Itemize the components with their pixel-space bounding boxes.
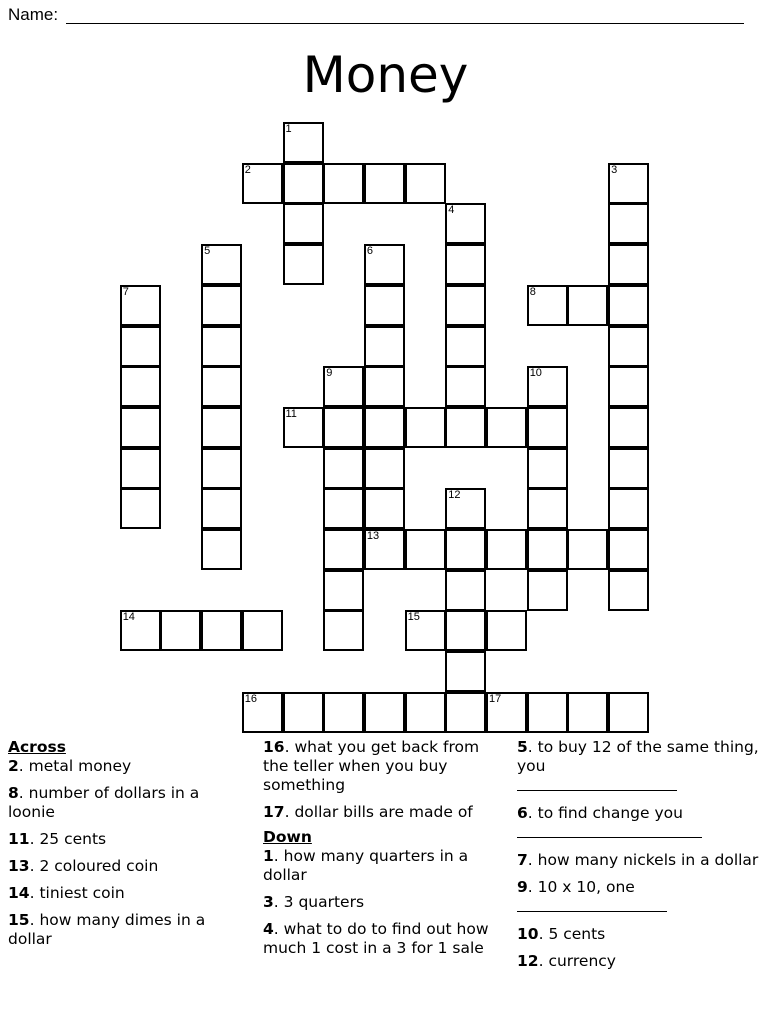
grid-cell[interactable] [283, 122, 324, 163]
name-label: Name: [8, 5, 59, 24]
clue-text: tiniest coin [39, 884, 125, 902]
grid-cell[interactable] [608, 570, 649, 611]
grid-cell[interactable] [567, 285, 608, 326]
clue-number: 13 [366, 530, 380, 542]
clue-num: 17 [263, 803, 285, 821]
grid-cell[interactable] [445, 651, 486, 692]
grid-cell[interactable] [323, 570, 364, 611]
grid-cell[interactable] [445, 244, 486, 285]
clue-number: 12 [448, 489, 461, 502]
clue-column-2 [263, 738, 508, 966]
clue-num: 2 [8, 757, 19, 775]
grid-cell[interactable] [527, 570, 568, 611]
clue-item: 4. what to do to find out how much 1 cost in a 3 for 1 sale [263, 920, 489, 957]
grid-cell[interactable] [567, 529, 608, 570]
clue-num: 11 [8, 830, 30, 848]
clue-text: dollar bills are made of [294, 803, 473, 821]
grid-cell[interactable] [120, 366, 161, 407]
grid-cell[interactable] [445, 366, 486, 407]
clue-number: 8 [529, 285, 536, 298]
grid-cell[interactable] [323, 163, 364, 204]
clue-item: 3. 3 quarters [263, 893, 365, 911]
clue-number: 17 [489, 692, 502, 705]
grid-cell[interactable] [486, 692, 527, 733]
clue-text: currency [548, 952, 616, 970]
grid-cell[interactable] [527, 488, 568, 529]
grid-cell[interactable] [608, 488, 649, 529]
answer-blank[interactable] [517, 823, 702, 838]
grid-cell[interactable] [323, 610, 364, 651]
clue-number: 1 [285, 123, 292, 135]
grid-cell[interactable] [445, 203, 486, 244]
clue-text: to find change you [537, 804, 683, 822]
grid-cell[interactable] [201, 244, 242, 285]
clue-text: 10 x 10, one [537, 878, 635, 896]
grid-cell[interactable] [527, 366, 568, 407]
clue-item: 16. what you get back from the teller when you buy something [263, 738, 480, 794]
grid-cell[interactable] [608, 407, 649, 448]
clue-number: 11 [285, 407, 297, 420]
clue-text: what to do to find out how much 1 cost in a 3 for 1 sale [263, 920, 489, 957]
clue-text: 2 coloured coin [39, 857, 159, 875]
grid-cell[interactable] [608, 692, 649, 733]
clue-num: 5 [517, 738, 528, 756]
clue-num: 13 [8, 857, 30, 875]
grid-cell[interactable] [283, 244, 324, 285]
grid-cell[interactable] [283, 407, 324, 448]
grid-cell[interactable] [608, 326, 649, 367]
clue-item: 12. currency [517, 952, 616, 970]
clue-text: metal money [28, 757, 132, 775]
grid-cell[interactable] [201, 366, 242, 407]
answer-blank[interactable] [517, 897, 667, 912]
clue-item: 7. how many nickels in a dollar [517, 851, 759, 869]
answer-blank[interactable] [517, 776, 677, 791]
grid-cell[interactable] [201, 488, 242, 529]
clue-num: 10 [517, 925, 539, 943]
grid-cell[interactable] [323, 448, 364, 489]
clue-number: 5 [204, 245, 211, 258]
clue-number: 9 [326, 367, 333, 380]
grid-cell[interactable] [242, 692, 283, 733]
grid-cell[interactable] [608, 285, 649, 326]
clue-text: what you get back from the teller when you buy something [263, 738, 480, 794]
grid-cell[interactable] [527, 407, 568, 448]
grid-cell[interactable] [608, 244, 649, 285]
grid-cell[interactable] [283, 203, 324, 244]
grid-cell[interactable] [364, 326, 405, 367]
grid-cell[interactable] [364, 407, 405, 448]
clue-item: 17. dollar bills are made of [263, 803, 473, 821]
clue-item: 15. how many dimes in a dollar [8, 911, 206, 948]
grid-cell[interactable] [323, 366, 364, 407]
grid-cell[interactable] [405, 163, 446, 204]
grid-cell[interactable] [608, 529, 649, 570]
grid-cell[interactable] [242, 163, 283, 204]
grid-cell[interactable] [201, 610, 242, 651]
grid-cell[interactable] [364, 529, 405, 570]
clue-num: 3 [263, 893, 274, 911]
clue-text: 25 cents [39, 830, 107, 848]
grid-cell[interactable] [120, 610, 161, 651]
clue-num: 6 [517, 804, 528, 822]
grid-cell[interactable] [445, 326, 486, 367]
clue-number: 6 [366, 245, 374, 258]
clue-item: 9. 10 x 10, one [517, 878, 762, 917]
clue-num: 4 [263, 920, 274, 938]
grid-cell[interactable] [608, 163, 649, 204]
grid-cell[interactable] [364, 448, 405, 489]
grid-cell[interactable] [527, 285, 568, 326]
grid-cell[interactable] [323, 488, 364, 529]
grid-cell[interactable] [445, 692, 486, 733]
grid-cell[interactable] [608, 366, 649, 407]
clue-num: 16 [263, 738, 285, 756]
grid-cell[interactable] [486, 529, 527, 570]
grid-cell[interactable] [527, 692, 568, 733]
clue-number: 3 [611, 163, 618, 176]
down-heading: Down [263, 828, 312, 846]
clue-number: 2 [244, 163, 251, 176]
clue-text: how many dimes in a dollar [8, 911, 206, 948]
across-heading: Across [8, 738, 66, 756]
grid-cell[interactable] [608, 448, 649, 489]
grid-cell[interactable] [445, 570, 486, 611]
grid-cell[interactable] [201, 407, 242, 448]
clue-item: 13. 2 coloured coin [8, 857, 159, 875]
clue-text: how many nickels in a dollar [537, 851, 759, 869]
clue-num: 7 [517, 851, 528, 869]
grid-cell[interactable] [405, 529, 446, 570]
clue-number: 7 [122, 285, 129, 298]
clue-column-1 [8, 738, 248, 957]
grid-cell[interactable] [486, 407, 527, 448]
grid-cell[interactable] [160, 610, 201, 651]
clue-num: 15 [8, 911, 30, 929]
clue-item: 11. 25 cents [8, 830, 107, 848]
clue-item: 5. to buy 12 of the same thing, you [517, 738, 762, 796]
clue-num: 1 [263, 847, 274, 865]
grid-cell[interactable] [120, 488, 161, 529]
grid-cell[interactable] [486, 610, 527, 651]
grid-cell[interactable] [364, 366, 405, 407]
grid-cell[interactable] [405, 407, 446, 448]
grid-cell[interactable] [120, 407, 161, 448]
clue-text: how many quarters in a dollar [263, 847, 469, 884]
clue-text: to buy 12 of the same thing, you [517, 738, 759, 775]
grid-cell[interactable] [201, 326, 242, 367]
grid-cell[interactable] [445, 285, 486, 326]
puzzle-title: Money [302, 46, 469, 104]
clue-number: 4 [448, 204, 455, 217]
clue-text: 5 cents [548, 925, 606, 943]
grid-cell[interactable] [323, 407, 364, 448]
grid-cell[interactable] [283, 163, 324, 204]
grid-cell[interactable] [364, 244, 405, 285]
clue-item: 8. number of dollars in a loonie [8, 784, 200, 821]
grid-cell[interactable] [405, 692, 446, 733]
clue-num: 9 [517, 878, 528, 896]
grid-cell[interactable] [445, 407, 486, 448]
grid-cell[interactable] [445, 610, 486, 651]
grid-cell[interactable] [120, 285, 161, 326]
grid-cell[interactable] [323, 692, 364, 733]
grid-cell[interactable] [201, 285, 242, 326]
clue-column-3 [517, 738, 762, 979]
clue-number: 10 [529, 367, 542, 380]
grid-cell[interactable] [527, 529, 568, 570]
grid-cell[interactable] [120, 448, 161, 489]
clue-number: 14 [122, 611, 135, 624]
grid-cell[interactable] [283, 692, 324, 733]
clue-item: 14. tiniest coin [8, 884, 125, 902]
grid-cell[interactable] [567, 692, 608, 733]
grid-cell[interactable] [405, 610, 446, 651]
clue-number: 16 [244, 692, 258, 705]
grid-cell[interactable] [364, 285, 405, 326]
grid-cell[interactable] [364, 488, 405, 529]
clue-text: number of dollars in a loonie [8, 784, 200, 821]
grid-cell[interactable] [242, 610, 283, 651]
clue-num: 8 [8, 784, 19, 802]
clue-num: 12 [517, 952, 539, 970]
clue-text: 3 quarters [283, 893, 365, 911]
grid-cell[interactable] [445, 488, 486, 529]
grid-cell[interactable] [201, 529, 242, 570]
grid-cell[interactable] [608, 203, 649, 244]
grid-cell[interactable] [323, 529, 364, 570]
grid-cell[interactable] [201, 448, 242, 489]
clue-item: 2. metal money [8, 757, 132, 775]
clue-num: 14 [8, 884, 30, 902]
grid-cell[interactable] [364, 692, 405, 733]
grid-cell[interactable] [120, 326, 161, 367]
clue-number: 15 [407, 611, 420, 624]
clue-item: 1. how many quarters in a dollar [263, 847, 469, 884]
grid-cell[interactable] [527, 448, 568, 489]
clue-item: 10. 5 cents [517, 925, 606, 943]
grid-cell[interactable] [445, 529, 486, 570]
grid-cell[interactable] [364, 163, 405, 204]
clue-item: 6. to find change you [517, 804, 762, 843]
